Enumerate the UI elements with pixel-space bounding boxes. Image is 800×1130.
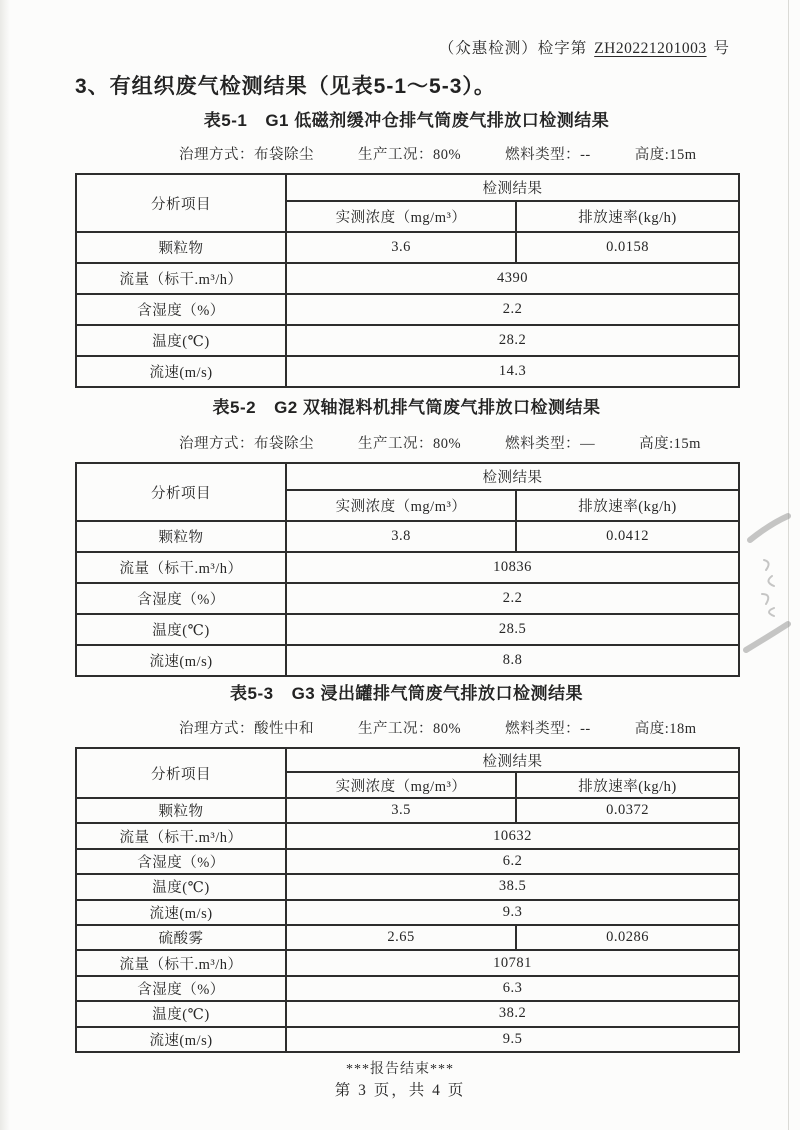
table-row [76,925,739,950]
column-header-rate: 排放速率(kg/h) [516,772,739,798]
table-row [76,263,739,294]
column-header-item: 分析项目 [76,463,286,521]
row-value: 6.3 [286,976,739,1001]
table-group-5-1 [75,106,740,388]
meta-item: 治理方式：布袋除尘 [179,147,314,163]
table-caption [75,106,738,131]
table-meta-row [75,143,738,164]
row-value: 6.2 [286,849,739,874]
table-caption-text: G2 双轴混料机排气筒废气排放口检测结果 [274,398,601,417]
table-meta-row [75,717,738,738]
column-header-results: 检测结果 [286,463,739,490]
row-label: 温度(℃) [76,614,286,645]
row-rate: 0.0412 [516,521,739,552]
row-value: 28.5 [286,614,739,645]
table-tag: 表5-1 [203,111,248,130]
table-row [76,849,739,874]
row-value: 38.5 [286,874,739,899]
row-label: 温度(℃) [76,325,286,356]
meta-item: 燃料类型：-- [505,147,591,163]
table-row [76,521,739,552]
column-header-rate: 排放速率(kg/h) [516,490,739,521]
row-label: 温度(℃) [76,1001,286,1026]
row-rate: 0.0158 [516,232,739,263]
results-table [75,462,740,677]
row-concentration: 2.65 [286,925,516,950]
report-end-note: ***报告结束*** [346,1062,454,1077]
meta-item: 生产工况：80% [358,436,462,452]
table-tag: 表5-3 [230,684,274,703]
table-caption [75,679,738,704]
table-meta-row [75,432,738,453]
table-caption [75,393,738,418]
table-row [76,1001,739,1026]
row-label: 含湿度（%） [76,976,286,1001]
row-value: 9.3 [286,900,739,925]
row-label: 颗粒物 [76,232,286,263]
column-header-item: 分析项目 [76,748,286,798]
row-label: 颗粒物 [76,521,286,552]
table-row [76,583,739,614]
scan-page-edge [788,0,789,1130]
table-row [76,900,739,925]
column-header-results: 检测结果 [286,174,739,201]
row-value: 14.3 [286,356,739,387]
row-concentration: 3.6 [286,232,516,263]
row-value: 2.2 [286,294,739,325]
table-row [76,645,739,676]
column-header-concentration: 实测浓度（mg/m³） [286,201,516,232]
ref-suffix: 号 [713,40,730,57]
table-row [76,798,739,823]
meta-item: 生产工况：80% [358,721,462,737]
row-concentration: 3.8 [286,521,516,552]
page-number: 第 3 页，共 4 页 [334,1082,466,1099]
row-value: 8.8 [286,645,739,676]
table-group-5-2 [75,393,740,677]
table-row [76,356,739,387]
meta-item: 高度:18m [634,721,697,737]
row-value: 38.2 [286,1001,739,1026]
partial-seal-stamp [742,502,792,670]
meta-item: 治理方式：酸性中和 [179,721,314,737]
table-caption-text: G3 浸出罐排气筒废气排放口检测结果 [291,684,583,703]
row-value: 10836 [286,552,739,583]
row-label: 流速(m/s) [76,900,286,925]
meta-item: 治理方式：布袋除尘 [179,436,314,452]
column-header-concentration: 实测浓度（mg/m³） [286,772,516,798]
row-value: 10632 [286,823,739,848]
report-reference-header [0,36,730,58]
meta-item: 燃料类型：-- [505,721,591,737]
table-row [76,874,739,899]
row-label: 含湿度（%） [76,294,286,325]
row-rate: 0.0286 [516,925,739,950]
table-row [76,950,739,975]
row-value: 4390 [286,263,739,294]
row-value: 28.2 [286,325,739,356]
row-label: 颗粒物 [76,798,286,823]
row-value: 2.2 [286,583,739,614]
table-row [76,294,739,325]
column-header-rate: 排放速率(kg/h) [516,201,739,232]
row-label: 温度(℃) [76,874,286,899]
meta-item: 高度:15m [634,147,697,163]
table-group-5-3 [75,679,740,1053]
row-label: 流量（标干.m³/h） [76,823,286,848]
table-caption-text: G1 低磁剂缓冲仓排气筒废气排放口检测结果 [265,111,610,130]
ref-prefix: （众惠检测）检字第 [438,40,588,57]
meta-item: 燃料类型：— [505,436,596,452]
table-tag: 表5-2 [212,398,257,417]
row-rate: 0.0372 [516,798,739,823]
table-row [76,614,739,645]
table-row [76,552,739,583]
table-row [76,823,739,848]
row-label: 流速(m/s) [76,356,286,387]
row-label: 硫酸雾 [76,925,286,950]
row-label: 流速(m/s) [76,645,286,676]
row-label: 含湿度（%） [76,849,286,874]
row-label: 流量（标干.m³/h） [76,263,286,294]
column-header-concentration: 实测浓度（mg/m³） [286,490,516,521]
table-row [76,1027,739,1052]
row-label: 流量（标干.m³/h） [76,552,286,583]
row-value: 10781 [286,950,739,975]
column-header-item: 分析项目 [76,174,286,232]
results-table [75,173,740,388]
row-label: 含湿度（%） [76,583,286,614]
table-row [76,232,739,263]
scan-left-shadow [0,0,10,1130]
row-label: 流速(m/s) [76,1027,286,1052]
row-concentration: 3.5 [286,798,516,823]
section-title: 3、有组织废气检测结果（见表5-1～5-3）。 [75,75,496,98]
results-table [75,747,740,1053]
column-header-results: 检测结果 [286,748,739,772]
meta-item: 生产工况：80% [358,147,462,163]
row-label: 流量（标干.m³/h） [76,950,286,975]
ref-number: ZH20221201003 [594,40,707,57]
table-row [76,976,739,1001]
row-value: 9.5 [286,1027,739,1052]
meta-item: 高度:15m [639,436,701,452]
table-row [76,325,739,356]
